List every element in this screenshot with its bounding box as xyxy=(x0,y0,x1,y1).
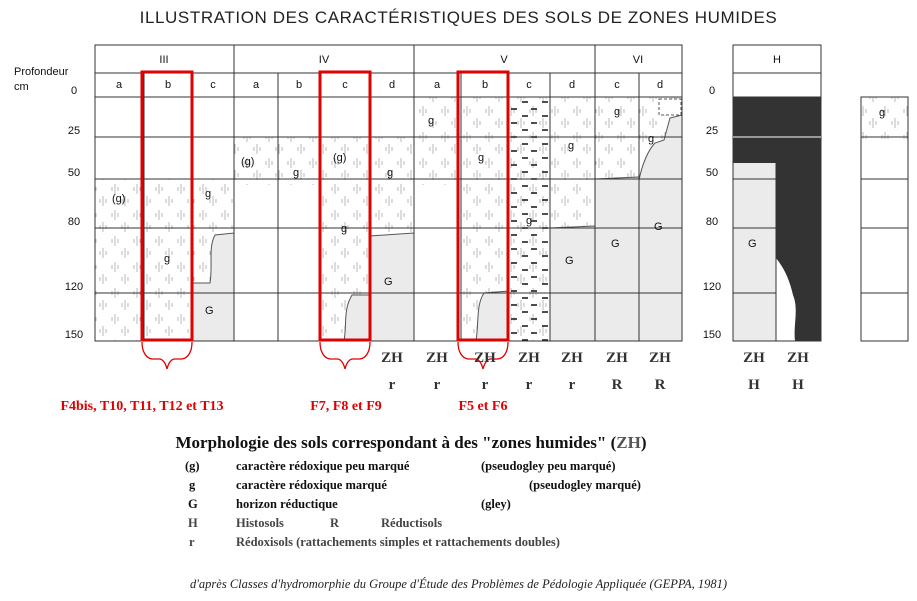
soil-class-label: R xyxy=(654,377,666,393)
legend-text: Réductisols xyxy=(381,516,443,530)
layer-label-g: g xyxy=(293,167,300,179)
legend-title-end: ) xyxy=(640,433,647,452)
layer-label-g: g xyxy=(568,140,575,152)
legend-note: (pseudogley marqué) xyxy=(529,478,641,492)
column-header: c xyxy=(526,79,532,91)
layer-label-g: g xyxy=(648,133,655,145)
axis-unit: cm xyxy=(14,81,29,93)
legend-note: (pseudogley peu marqué) xyxy=(481,459,616,473)
soil-class-label: r xyxy=(481,377,489,393)
depth-tick-label: 120 xyxy=(64,281,84,293)
column-header: c xyxy=(614,79,620,91)
soil-class-label: r xyxy=(388,377,396,393)
legend-note: (gley) xyxy=(481,497,511,511)
soil-class-label: H xyxy=(748,377,760,393)
depth-tick-label: 80 xyxy=(67,216,81,228)
soil-class-label: R xyxy=(611,377,623,393)
legend-text: Rédoxisols (rattachements simples et rattachements doubles) xyxy=(236,535,560,549)
soil-class-label: r xyxy=(568,377,576,393)
layer-label-g: g xyxy=(205,188,212,200)
layer-label-g-weak: (g) xyxy=(241,156,255,168)
group-header-VI: VI xyxy=(632,54,644,66)
legend-title xyxy=(0,433,917,453)
column-header: d xyxy=(388,79,396,91)
small-top-box xyxy=(659,99,681,115)
group-header-IV: IV xyxy=(318,54,330,66)
column-header: d xyxy=(568,79,576,91)
layer-label-G: G xyxy=(565,255,574,267)
depth-tick-label: 0 xyxy=(70,85,78,97)
layer-label-g: g xyxy=(879,107,886,119)
legend-symbol: G xyxy=(188,497,198,511)
layer-label-g-weak: (g) xyxy=(333,152,347,164)
depth-tick-label: 25 xyxy=(705,125,719,137)
zh-label: ZH xyxy=(381,350,403,366)
depth-tick-label: 50 xyxy=(705,167,719,179)
soil-class-label: r xyxy=(433,377,441,393)
reference-brackets xyxy=(142,342,508,369)
depth-tick-label: 80 xyxy=(705,216,719,228)
axis-label: Profondeur xyxy=(14,66,69,78)
reference-label-IVc: F7, F8 et F9 xyxy=(310,399,382,414)
zh-label: ZH xyxy=(561,350,583,366)
layer-label-g: g xyxy=(526,215,533,227)
zh-label: ZH xyxy=(606,350,628,366)
column-header: c xyxy=(342,79,348,91)
legend-text: caractère rédoxique marqué xyxy=(236,478,387,492)
legend-text: caractère rédoxique peu marqué xyxy=(236,459,410,473)
zh-label: ZH xyxy=(518,350,540,366)
depth-tick-label: 150 xyxy=(702,329,722,341)
legend-symbol: r xyxy=(189,535,195,549)
layer-label-g: g xyxy=(387,167,394,179)
legend-text: horizon réductique xyxy=(236,497,338,511)
column-header: d xyxy=(656,79,664,91)
zh-label: ZH xyxy=(743,350,765,366)
column-header: a xyxy=(115,79,123,91)
layer-label-g: g xyxy=(478,152,485,164)
legend-symbol: (g) xyxy=(185,459,200,473)
depth-tick-label: 25 xyxy=(67,125,81,137)
layer-label-g: g xyxy=(428,115,435,127)
layer-label-G: G xyxy=(384,276,393,288)
layer-label-G: G xyxy=(205,305,214,317)
legend-symbol: R xyxy=(330,516,340,530)
depth-tick-label: 150 xyxy=(64,329,84,341)
source-citation: d'après Classes d'hydromorphie du Groupe d'Étude des Problèmes de Pédologie Appliquée (GEPPA, 1981) xyxy=(190,577,727,591)
legend-title-zh: ZH xyxy=(616,433,641,452)
column-header: b xyxy=(295,79,303,91)
soil-class-label: r xyxy=(525,377,533,393)
reference-label-IIIb: F4bis, T10, T11, T12 et T13 xyxy=(60,399,224,414)
legend-symbol: g xyxy=(189,478,196,492)
layer-label-g: g xyxy=(614,106,621,118)
layer-label-g: g xyxy=(164,253,171,265)
zh-label: ZH xyxy=(426,350,448,366)
depth-tick-label: 50 xyxy=(67,167,81,179)
depth-tick-label: 0 xyxy=(708,85,716,97)
group-header-III: III xyxy=(159,54,169,66)
legend-text: Histosols xyxy=(236,516,284,530)
group-header-V: V xyxy=(500,54,508,66)
legend-title-main: Morphologie des sols correspondant à des "zones humides" ( xyxy=(175,433,617,452)
depth-tick-label: 120 xyxy=(702,281,722,293)
column-header: c xyxy=(210,79,216,91)
zh-label: ZH xyxy=(649,350,671,366)
layer-label-G: G xyxy=(748,238,757,250)
legend-symbol: H xyxy=(188,516,198,530)
column-header: b xyxy=(164,79,172,91)
reference-label-Vb: F5 et F6 xyxy=(458,399,508,414)
zh-label: ZH xyxy=(787,350,809,366)
zh-label: ZH xyxy=(474,350,496,366)
column-header: a xyxy=(252,79,260,91)
layer-label-g: g xyxy=(341,223,348,235)
column-header: a xyxy=(433,79,441,91)
diagram-title: ILLUSTRATION DES CARACTÉRISTIQUES DES SOLS DE ZONES HUMIDES xyxy=(139,8,778,27)
legend xyxy=(0,433,917,549)
group-header-H: H xyxy=(773,54,781,66)
soil-class-label: H xyxy=(792,377,804,393)
layer-label-G: G xyxy=(654,221,663,233)
layer-label-G: G xyxy=(611,238,620,250)
column-header: b xyxy=(481,79,489,91)
layer-label-g-weak: (g) xyxy=(112,193,126,205)
